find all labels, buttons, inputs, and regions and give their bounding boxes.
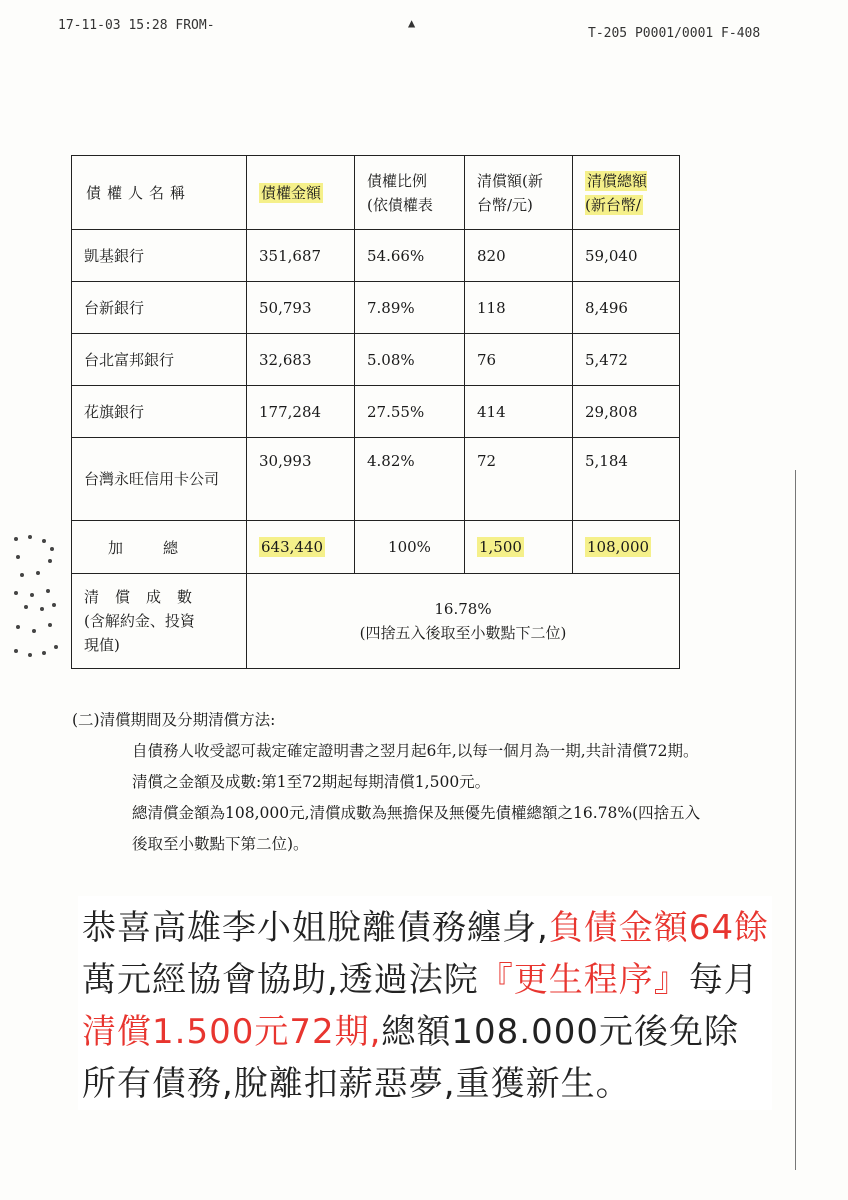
- cell-payment: 118: [465, 282, 573, 334]
- cell-creditor: 台灣永旺信用卡公司: [72, 438, 247, 521]
- scan-edge-line: [795, 470, 796, 1170]
- repayment-ratio-label: [72, 574, 247, 669]
- table-row: [72, 230, 680, 282]
- repayment-ratio-row: [72, 574, 680, 669]
- cell-total: 59,040: [573, 230, 680, 282]
- total-label: 加總: [72, 521, 247, 574]
- punch-hole-dots: [10, 533, 58, 663]
- cell-amount: 50,793: [247, 282, 355, 334]
- banner-highlight: 負債金額64餘: [548, 908, 770, 948]
- header-creditor-name: 債權人名稱: [72, 156, 247, 230]
- cell-payment: 820: [465, 230, 573, 282]
- total-payment: 1,500: [465, 521, 573, 574]
- cell-creditor: 台新銀行: [72, 282, 247, 334]
- banner-text: 恭喜高雄李小姐脫離債務纏身,: [82, 908, 549, 948]
- fax-header: [0, 16, 848, 46]
- section-paragraph: 自債務人收受認可裁定確定證明書之翌月起6年,以每一個月為一期,共計清償72期。: [132, 742, 699, 760]
- cell-creditor: 花旗銀行: [72, 386, 247, 438]
- fax-page-info: T-205 P0001/0001 F-408: [588, 26, 761, 41]
- header-claim-amount: 債權金額: [247, 156, 355, 230]
- cell-creditor: 凱基銀行: [72, 230, 247, 282]
- repayment-ratio-value: [247, 574, 680, 669]
- cell-ratio: 7.89%: [355, 282, 465, 334]
- cell-amount: 351,687: [247, 230, 355, 282]
- fax-marker: ▲: [408, 16, 416, 30]
- header-total-payment: 清償總額 (新台幣/: [573, 156, 680, 230]
- ratio-label-line1: 清償成數: [84, 588, 209, 606]
- total-amount: 643,440: [247, 521, 355, 574]
- cell-payment: 76: [465, 334, 573, 386]
- cell-ratio: 27.55%: [355, 386, 465, 438]
- cell-amount: 177,284: [247, 386, 355, 438]
- banner-highlight: 『更生程序』: [478, 960, 689, 1000]
- creditor-table: [71, 155, 680, 669]
- announcement-banner: [78, 896, 772, 1110]
- ratio-value: 16.78%: [434, 600, 492, 618]
- cell-creditor: 台北富邦銀行: [72, 334, 247, 386]
- cell-total: 29,808: [573, 386, 680, 438]
- table-header-row: [72, 156, 680, 230]
- total-sum: 108,000: [573, 521, 680, 574]
- ratio-label-line3: 現值): [84, 636, 120, 654]
- table-row: [72, 386, 680, 438]
- cell-ratio: 5.08%: [355, 334, 465, 386]
- table-row: [72, 282, 680, 334]
- section-title: (二)清償期間及分期清償方法:: [72, 711, 276, 729]
- table-row: [72, 438, 680, 521]
- header-payment: 清償額(新 台幣/元): [465, 156, 573, 230]
- banner-text: 每月: [688, 960, 759, 1000]
- fax-timestamp: 17-11-03 15:28 FROM-: [58, 18, 215, 33]
- banner-text: 總額108.000元後免除所有債務,脫離扣薪惡夢,重獲新生。: [82, 1012, 740, 1104]
- ratio-note: (四捨五入後取至小數點下二位): [359, 624, 567, 642]
- cell-amount: 30,993: [247, 438, 355, 521]
- section-paragraph: 總清償金額為108,000元,清償成數為無擔保及無優先債權總額之16.78%(四捨五入後取至小數點下第二位)。: [132, 804, 701, 853]
- cell-ratio: 4.82%: [355, 438, 465, 521]
- ratio-label-line2: (含解約金、投資: [84, 612, 195, 630]
- cell-total: 8,496: [573, 282, 680, 334]
- cell-total: 5,184: [573, 438, 680, 521]
- repayment-method-section: [72, 705, 712, 860]
- cell-payment: 414: [465, 386, 573, 438]
- total-ratio: 100%: [355, 521, 465, 574]
- banner-text: 萬元經協會協助,透過法院: [82, 960, 479, 1000]
- table-row: [72, 334, 680, 386]
- table-total-row: [72, 521, 680, 574]
- cell-payment: 72: [465, 438, 573, 521]
- cell-amount: 32,683: [247, 334, 355, 386]
- cell-ratio: 54.66%: [355, 230, 465, 282]
- banner-highlight: 清償1.500元72期,: [82, 1012, 382, 1052]
- cell-total: 5,472: [573, 334, 680, 386]
- header-claim-ratio: 債權比例 (依債權表: [355, 156, 465, 230]
- section-paragraph: 清償之金額及成數:第1至72期起每期清償1,500元。: [132, 773, 491, 791]
